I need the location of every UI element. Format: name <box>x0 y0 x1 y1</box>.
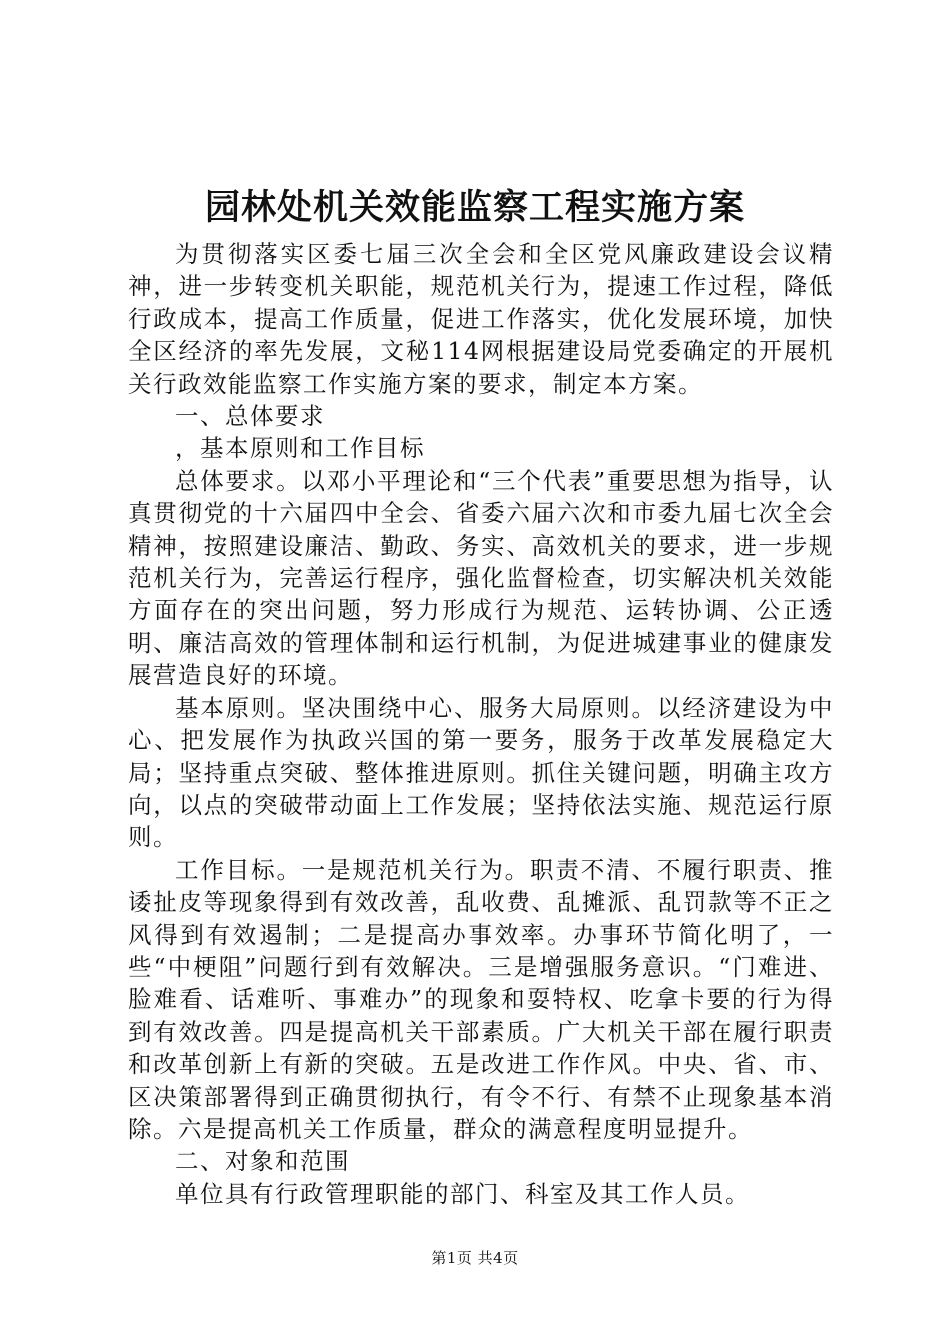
paragraph-basic-principles: 基本原则。坚决围绕中心、服务大局原则。以经济建设为中心、把发展作为执政兴国的第一要务，服务于改革发展稳定大局；坚持重点突破、整体推进原则。抓住关键问题，明确主攻方向，以点的突破带动面上工作发展；坚持依法实施、规范运行原则。 <box>128 693 834 852</box>
page-number-footer: 第1页 共4页 <box>431 1249 519 1267</box>
section-heading-2: 二、对象和范围 <box>175 1147 350 1176</box>
paragraph-general-requirements: 总体要求。以邓小平理论和“三个代表”重要思想为指导，认真贯彻党的十六届四中全会、省委六届六次和市委九届七次全会精神，按照建设廉洁、勤政、务实、高效机关的要求，进一步规范机关行为，完善运行程序，强化监督检查，切实解决机关效能方面存在的突出问题，努力形成行为规范、运转协调、公正透明、廉洁高效的管理体制和运行机制，为促进城建事业的健康发展营造良好的环境。 <box>128 466 834 690</box>
section-heading-1: 一、总体要求 <box>175 402 325 431</box>
paragraph-intro: 为贯彻落实区委七届三次全会和全区党风廉政建设会议精神，进一步转变机关职能，规范机关行为，提速工作过程，降低行政成本，提高工作质量，促进工作落实，优化发展环境，加快全区经济的率先发展，文秘114网根据建设局党委确定的开展机关行政效能监察工作实施方案的要求，制定本方案。 <box>128 240 834 398</box>
paragraph-scope: 单位具有行政管理职能的部门、科室及其工作人员。 <box>175 1179 750 1208</box>
section-subheading-1: ，基本原则和工作目标 <box>175 434 425 463</box>
document-title: 园林处机关效能监察工程实施方案 <box>204 187 745 228</box>
paragraph-work-goals: 工作目标。一是规范机关行为。职责不清、不履行职责、推诿扯皮等现象得到有效改善，乱收费、乱摊派、乱罚款等不正之风得到有效遏制；二是提高办事效率。办事环节简化明了，一些“中梗阻”问题行到有效解决。三是增强服务意识。“门难进、脸难看、话难听、事难办”的现象和耍特权、吃拿卡要的行为得到有效改善。四是提高机关干部素质。广大机关干部在履行职责和改革创新上有新的突破。五是改进工作作风。中央、省、市、区决策部署得到正确贯彻执行，有令不行、有禁不止现象基本消除。六是提高机关工作质量，群众的满意程度明显提升。 <box>128 855 834 1143</box>
document-body <box>128 238 834 1210</box>
